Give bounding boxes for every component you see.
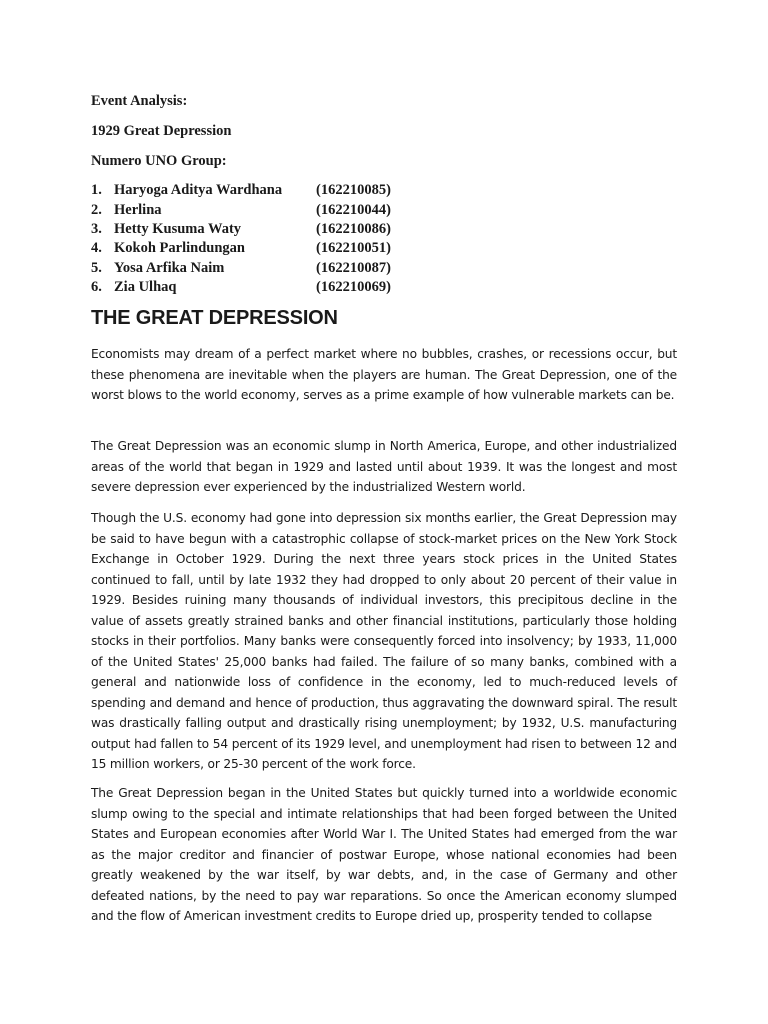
member-id: (162210087) bbox=[316, 260, 391, 276]
member-name: Hetty Kusuma Waty bbox=[114, 221, 242, 237]
list-item-number: 5. bbox=[91, 260, 102, 276]
paragraph-definition: The Great Depression was an economic slump in North America, Europe, and other industrialized areas of the world that began in 1929 and lasted until about 1939. It was the longest and most severe depression ever experienced by the industrialized Western world. bbox=[91, 439, 677, 494]
member-id: (162210085) bbox=[316, 182, 391, 198]
list-item bbox=[91, 278, 411, 297]
member-name: Yosa Arfika Naim bbox=[114, 260, 225, 276]
list-item bbox=[91, 181, 411, 200]
list-item-number: 1. bbox=[91, 182, 102, 198]
list-item bbox=[91, 220, 411, 239]
member-name: Herlina bbox=[114, 202, 162, 218]
event-analysis-label: Event Analysis: bbox=[91, 93, 188, 109]
member-name: Kokoh Parlindungan bbox=[114, 240, 245, 256]
member-id: (162210044) bbox=[316, 202, 391, 218]
event-title: 1929 Great Depression bbox=[91, 123, 232, 139]
group-label: Numero UNO Group: bbox=[91, 153, 227, 169]
member-name: Zia Ulhaq bbox=[114, 279, 177, 295]
list-item-number: 6. bbox=[91, 279, 102, 295]
member-id: (162210069) bbox=[316, 279, 391, 295]
member-name: Haryoga Aditya Wardhana bbox=[114, 182, 283, 198]
list-item-number: 3. bbox=[91, 221, 102, 237]
list-item-number: 4. bbox=[91, 240, 102, 256]
list-item bbox=[91, 201, 411, 220]
list-item bbox=[91, 239, 411, 258]
paragraph-intro: Economists may dream of a perfect market where no bubbles, crashes, or recessions occur, but these phenomena are inevitable when the players are human. The Great Depression, one of the worst blows to the world economy, serves as a prime example of how vulnerable markets can be. bbox=[91, 347, 677, 402]
member-id: (162210051) bbox=[316, 240, 391, 256]
list-item bbox=[91, 259, 411, 278]
section-heading: THE GREAT DEPRESSION bbox=[91, 307, 338, 329]
member-id: (162210086) bbox=[316, 221, 391, 237]
list-item-number: 2. bbox=[91, 202, 102, 218]
paragraph-stock-crash: Though the U.S. economy had gone into depression six months earlier, the Great Depression may be said to have begun with a catastrophic collapse of stock-market prices on the New York Stock Exchange in October 1929. During the next three years stock prices in the United States continued to fall, until by late 1932 they had dropped to only about 20 percent of their value in 1929. Besides ruining many thousands of individual investors, this precipitous decline in the value of assets greatly strained banks and other financial institutions, particularly those holding stocks in their portfolios. Many banks were consequently forced into insolvency; by 1933, 11,000 of the United States' 25,000 banks had failed. The failure of so many banks, combined with a general and nationwide loss of confidence in the economy, led to much-reduced levels of spending and demand and hence of production, thus aggravating the downward spiral. The result was drastically falling output and drastically rising unemployment; by 1932, U.S. manufacturing output had fallen to 54 percent of its 1929 level, and unemployment had risen to between 12 and 15 million workers, or 25-30 percent of the work force. bbox=[91, 511, 677, 771]
paragraph-worldwide: The Great Depression began in the United States but quickly turned into a worldwide economic slump owing to the special and intimate relationships that had been forged between the United States and European economies after World War I. The United States had emerged from the war as the major creditor and financier of postwar Europe, whose national economies had been greatly weakened by the war itself, by war debts, and, in the case of Germany and other defeated nations, by the need to pay war reparations. So once the American economy slumped and the flow of American investment credits to Europe dried up, prosperity tended to collapse bbox=[91, 786, 677, 923]
